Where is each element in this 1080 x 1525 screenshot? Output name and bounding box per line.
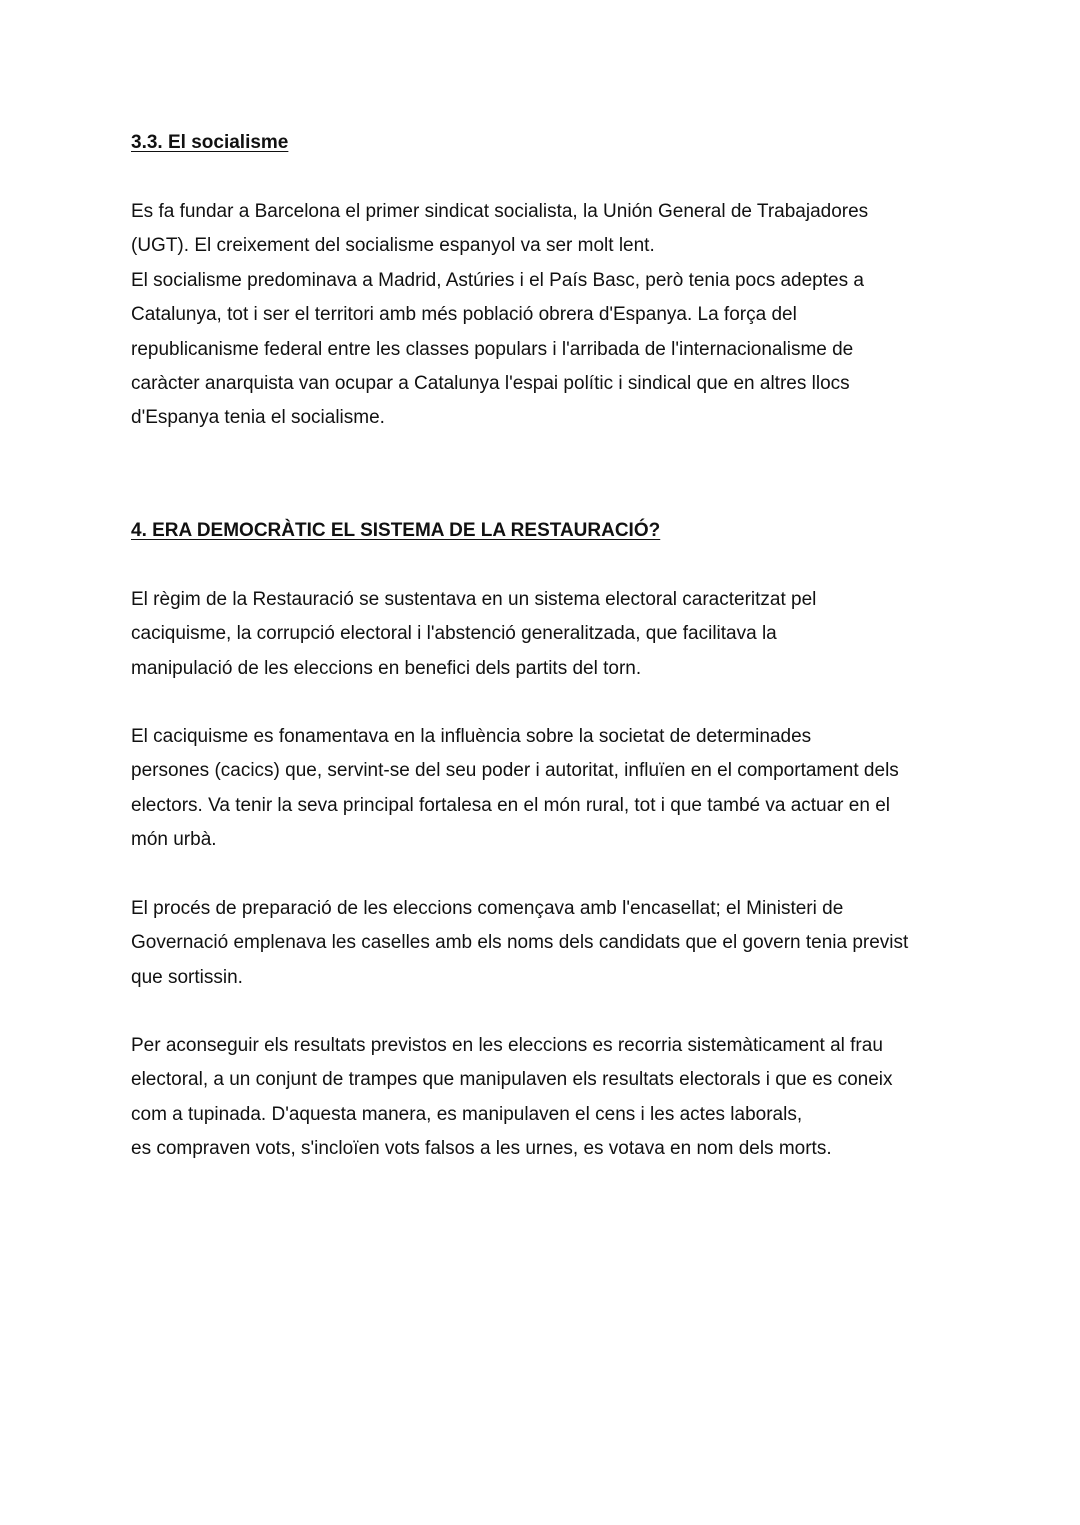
text-line: Catalunya, tot i ser el territori amb més població obrera d'Espanya. La força del — [131, 304, 797, 326]
text-line: persones (cacics) que, servint-se del seu poder i autoritat, influïen en el comportament dels — [131, 760, 899, 782]
text-line: republicanisme federal entre les classes populars i l'arribada de l'internacionalisme de — [131, 338, 854, 360]
paragraph-caciquisme — [131, 720, 961, 858]
text-line: món urbà. — [131, 829, 217, 851]
paragraph-encasellat — [131, 892, 961, 995]
text-line: d'Espanya tenia el socialisme. — [131, 407, 385, 429]
paragraph-frau-electoral — [131, 1029, 961, 1167]
text-line: Governació emplenava les caselles amb els noms dels candidats que el govern tenia previst — [131, 932, 909, 954]
text-line: El règim de la Restauració se sustentava en un sistema electoral caracteritzat pel — [131, 588, 817, 610]
text-line: electors. Va tenir la seva principal fortalesa en el món rural, tot i que també va actuar en el — [131, 794, 890, 816]
text-line: electoral, a un conjunt de trampes que manipulaven els resultats electorals i que es coneix — [131, 1069, 893, 1091]
text-line: Per aconseguir els resultats previstos en les eleccions es recorria sistemàticament al frau — [131, 1034, 883, 1056]
text-line: que sortissin. — [131, 966, 243, 988]
text-line: Es fa fundar a Barcelona el primer sindicat socialista, la Unión General de Trabajadores — [131, 201, 869, 222]
text-line: com a tupinada. D'aquesta manera, es manipulaven el cens i les actes laborals, — [131, 1103, 803, 1125]
text-line: caciquisme, la corrupció electoral i l'abstenció generalitzada, que facilitava la — [131, 623, 777, 645]
text-line: (UGT). El creixement del socialisme espanyol va ser molt lent. — [131, 235, 655, 257]
text-line: manipulació de les eleccions en benefici dels partits del torn. — [131, 657, 642, 679]
text-line: es compraven vots, s'incloïen vots falsos a les urnes, es votava en nom dels morts. — [131, 1138, 832, 1160]
document-content — [131, 128, 961, 1167]
heading-socialism: 3.3. El socialisme — [131, 132, 289, 153]
text-line: El socialisme predominava a Madrid, Astúries i el País Basc, però tenia pocs adeptes a — [131, 269, 864, 291]
heading-democracy: 4. ERA DEMOCRÀTIC EL SISTEMA DE LA RESTAURACIÓ? — [131, 519, 661, 541]
text-line: caràcter anarquista van ocupar a Catalunya l'espai polític i sindical que en altres llocs — [131, 373, 850, 395]
paragraph-electoral-system — [131, 583, 961, 686]
text-line: El caciquisme es fonamentava en la influència sobre la societat de determinades — [131, 726, 812, 748]
paragraph-socialism — [131, 195, 961, 436]
text-line: El procés de preparació de les eleccions començava amb l'encasellat; el Ministeri de — [131, 897, 844, 919]
